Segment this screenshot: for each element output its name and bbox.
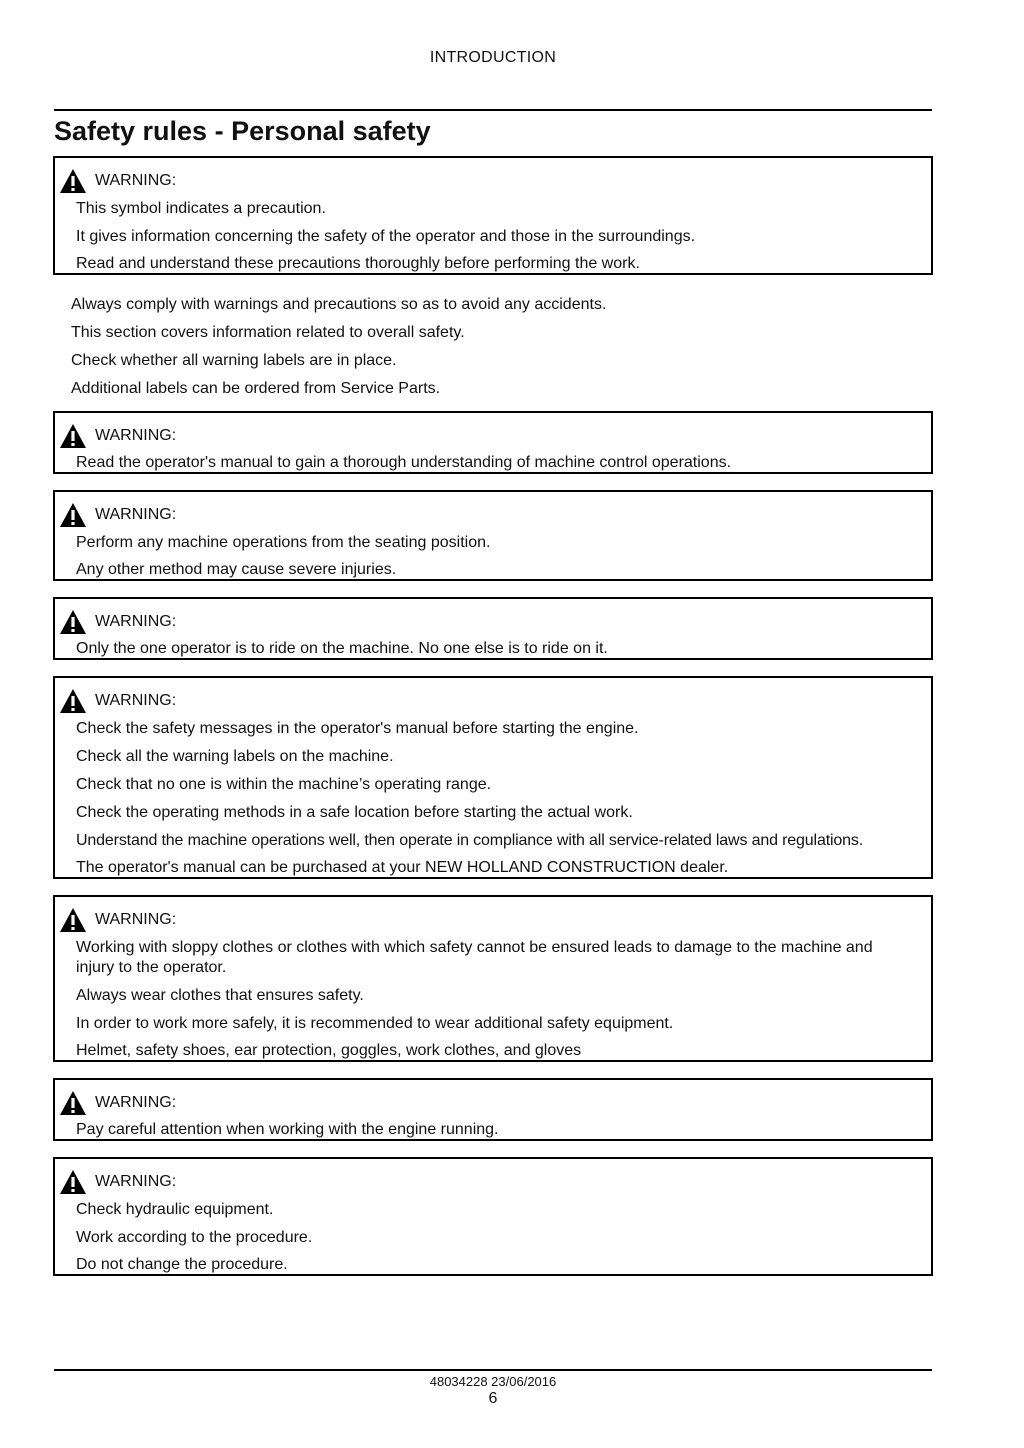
warning-text: Always wear clothes that ensures safety. [76, 987, 364, 1004]
warning-header [55, 906, 931, 934]
warning-text: This symbol indicates a precaution. [76, 200, 326, 217]
warning-text: Perform any machine operations from the seating position. [76, 534, 491, 551]
warning-text: Check the operating methods in a safe location before starting the actual work. [76, 804, 633, 821]
warning-box [53, 490, 933, 581]
warning-triangle-icon [59, 688, 87, 714]
warning-text: In order to work more safely, it is recommended to wear additional safety equipment. [76, 1015, 674, 1032]
warning-text: Understand the machine operations well, then operate in compliance with all service-related laws and regulations. [76, 832, 864, 849]
warning-box [53, 1078, 933, 1141]
warning-header [55, 608, 931, 636]
warning-triangle-icon [59, 168, 87, 194]
warning-label: WARNING: [95, 1173, 177, 1190]
content-area [53, 156, 933, 1292]
warning-label: WARNING: [95, 1094, 177, 1111]
warning-triangle-icon [59, 1169, 87, 1195]
body-text: Additional labels can be ordered from Service Parts. [71, 380, 441, 397]
body-text: This section covers information related to overall safety. [71, 324, 465, 341]
warning-label: WARNING: [95, 613, 177, 630]
warning-label: WARNING: [95, 172, 177, 189]
warning-text: Check all the warning labels on the machine. [76, 748, 394, 765]
warning-label: WARNING: [95, 506, 177, 523]
section-header: INTRODUCTION [429, 49, 557, 66]
warning-text: Read the operator's manual to gain a thorough understanding of machine control operations. [76, 454, 732, 471]
warning-triangle-icon [59, 423, 87, 449]
warning-header [55, 167, 931, 195]
warning-box [53, 411, 933, 474]
warning-label: WARNING: [95, 911, 177, 928]
warning-text: Working with sloppy clothes or clothes with which safety cannot be ensured leads to damage to the machine and injury to the operator. [76, 939, 873, 976]
warning-text: Check that no one is within the machine’s operating range. [76, 776, 492, 793]
warning-text: Any other method may cause severe injuries. [76, 561, 397, 578]
warning-header [55, 422, 931, 450]
page-number: 6 [488, 1390, 498, 1407]
warning-text: Pay careful attention when working with the engine running. [76, 1121, 499, 1138]
body-text: Always comply with warnings and precautions so as to avoid any accidents. [71, 296, 607, 313]
warning-triangle-icon [59, 907, 87, 933]
warning-text: Only the one operator is to ride on the machine. No one else is to ride on it. [76, 640, 608, 657]
warning-box [53, 676, 933, 879]
warning-box [53, 1157, 933, 1276]
document-id: 48034228 23/06/2016 [429, 1374, 557, 1389]
warning-text: Check hydraulic equipment. [76, 1201, 274, 1218]
warning-triangle-icon [59, 1090, 87, 1116]
header-divider [54, 109, 932, 111]
warning-label: WARNING: [95, 427, 177, 444]
warning-text: Do not change the procedure. [76, 1256, 288, 1273]
warning-header [55, 1089, 931, 1117]
warning-box [53, 895, 933, 1062]
warning-text: Helmet, safety shoes, ear protection, goggles, work clothes, and gloves [76, 1042, 582, 1059]
warning-text: Read and understand these precautions thoroughly before performing the work. [76, 255, 640, 272]
warning-text: Work according to the procedure. [76, 1229, 313, 1246]
warning-box [53, 597, 933, 660]
warning-header [55, 687, 931, 715]
warning-text: It gives information concerning the safety of the operator and those in the surroundings. [76, 228, 696, 245]
footer-divider [54, 1369, 932, 1371]
page-title: Safety rules - Personal safety [54, 116, 431, 146]
warning-text: Check the safety messages in the operator's manual before starting the engine. [76, 720, 639, 737]
warning-header [55, 1168, 931, 1196]
warning-header [55, 501, 931, 529]
body-text-block [53, 289, 933, 410]
warning-triangle-icon [59, 502, 87, 528]
body-text: Check whether all warning labels are in place. [71, 352, 397, 369]
warning-label: WARNING: [95, 692, 177, 709]
warning-box [53, 156, 933, 275]
warning-triangle-icon [59, 609, 87, 635]
warning-text: The operator's manual can be purchased at your NEW HOLLAND CONSTRUCTION dealer. [76, 859, 729, 876]
